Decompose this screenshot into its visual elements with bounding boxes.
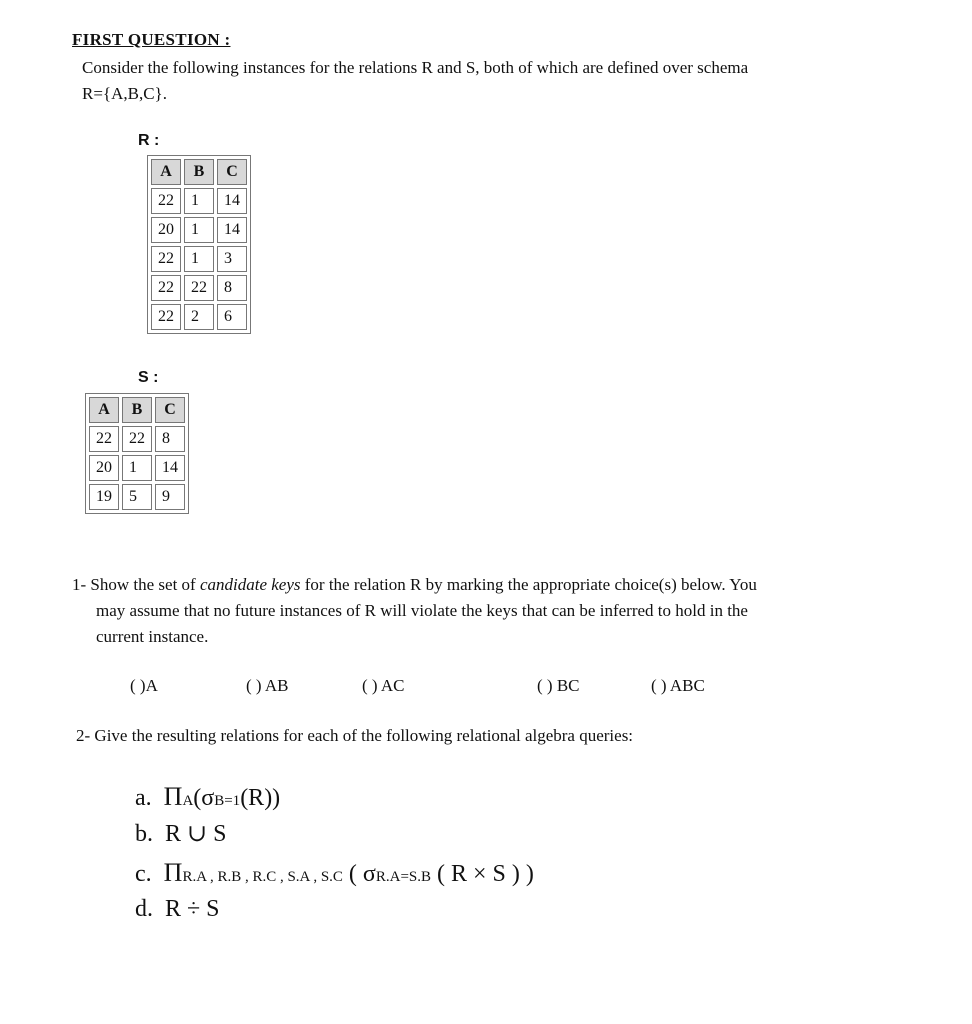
table-cell: 22 (151, 275, 181, 301)
paren-open: ( (342, 861, 363, 887)
query-d (135, 896, 220, 923)
projection-subscript: R.A , R.B , R.C , S.A , S.C (182, 869, 343, 885)
selection-symbol: σ (362, 861, 376, 887)
question-heading: FIRST QUESTION : (72, 30, 231, 49)
query-c-label: c. (135, 861, 152, 887)
query-a (135, 782, 280, 812)
query-d-expression: R ÷ S (165, 896, 220, 922)
query-b (135, 819, 226, 848)
question-2-text: Give the resulting relations for each of the following relational algebra queries: (90, 726, 634, 745)
column-header: B (122, 397, 152, 423)
table-cell: 20 (151, 217, 181, 243)
column-header: B (184, 159, 214, 185)
relation-s-table (85, 393, 189, 514)
question-1-text-pre: Show the set of (86, 575, 200, 594)
table-cell: 20 (89, 455, 119, 481)
projection-symbol: Π (163, 782, 183, 811)
table-cell: 1 (184, 217, 214, 243)
relation-r-table (147, 155, 251, 334)
table-cell: 1 (184, 188, 214, 214)
intro-text (82, 55, 902, 107)
paren-open: ( (193, 785, 202, 811)
table-row (89, 484, 185, 510)
intro-line-1: Consider the following instances for the relations R and S, both of which are defined over schema (82, 58, 749, 77)
selection-symbol: σ (201, 785, 215, 811)
table-cell: 1 (184, 246, 214, 272)
question-1-italic-term: candidate keys (199, 575, 301, 594)
table-cell: 22 (89, 426, 119, 452)
table-cell: 22 (151, 246, 181, 272)
query-c-rest: ( R × S ) ) (431, 861, 534, 887)
table-row (151, 188, 247, 214)
query-c (135, 858, 534, 888)
question-1-number: 1- (72, 575, 87, 594)
table-row (89, 426, 185, 452)
question-2-number: 2- (76, 726, 91, 745)
query-b-label: b. (135, 821, 153, 847)
question-1-line-2: may assume that no future instances of R will violate the keys that can be inferred to hold in the (96, 601, 748, 620)
table-row (89, 455, 185, 481)
table-cell: 19 (89, 484, 119, 510)
question-1-line-3: current instance. (96, 627, 209, 646)
table-cell: 2 (184, 304, 214, 330)
choice-bc[interactable]: ( ) BC (537, 676, 580, 695)
projection-symbol: Π (163, 858, 183, 887)
projection-subscript: A (182, 793, 194, 809)
table-cell: 8 (155, 426, 185, 452)
question-1 (72, 572, 862, 650)
column-header: C (155, 397, 185, 423)
table-cell: 22 (151, 304, 181, 330)
choice-ab[interactable]: ( ) AB (246, 676, 289, 695)
table-cell: 14 (217, 188, 247, 214)
choice-a[interactable]: ( )A (130, 676, 158, 695)
relation-s-label: S : (138, 369, 159, 386)
question-1-line-1 (72, 572, 862, 598)
table-cell: 3 (217, 246, 247, 272)
table-row (151, 304, 247, 330)
choice-ac[interactable]: ( ) AC (362, 676, 405, 695)
table-cell: 22 (122, 426, 152, 452)
table-cell: 22 (151, 188, 181, 214)
intro-line-2: R={A,B,C}. (82, 84, 167, 103)
column-header: A (89, 397, 119, 423)
question-1-text-post: for the relation R by marking the appropriate choice(s) below. You (300, 575, 757, 594)
table-cell: 14 (217, 217, 247, 243)
table-row (151, 217, 247, 243)
table-row (151, 275, 247, 301)
selection-subscript: B=1 (214, 793, 241, 809)
table-row (151, 246, 247, 272)
relation-r-label: R : (138, 132, 160, 149)
table-cell: 6 (217, 304, 247, 330)
table-cell: 14 (155, 455, 185, 481)
column-header: A (151, 159, 181, 185)
choice-abc[interactable]: ( ) ABC (651, 676, 705, 695)
query-d-label: d. (135, 896, 153, 922)
selection-subscript: R.A=S.B (375, 869, 432, 885)
query-a-label: a. (135, 785, 152, 811)
query-a-rest: (R)) (240, 785, 281, 811)
column-header: C (217, 159, 247, 185)
table-cell: 22 (184, 275, 214, 301)
table-cell: 9 (155, 484, 185, 510)
question-2 (76, 726, 633, 746)
table-cell: 8 (217, 275, 247, 301)
table-cell: 1 (122, 455, 152, 481)
query-b-expression: R ∪ S (165, 821, 227, 847)
table-cell: 5 (122, 484, 152, 510)
